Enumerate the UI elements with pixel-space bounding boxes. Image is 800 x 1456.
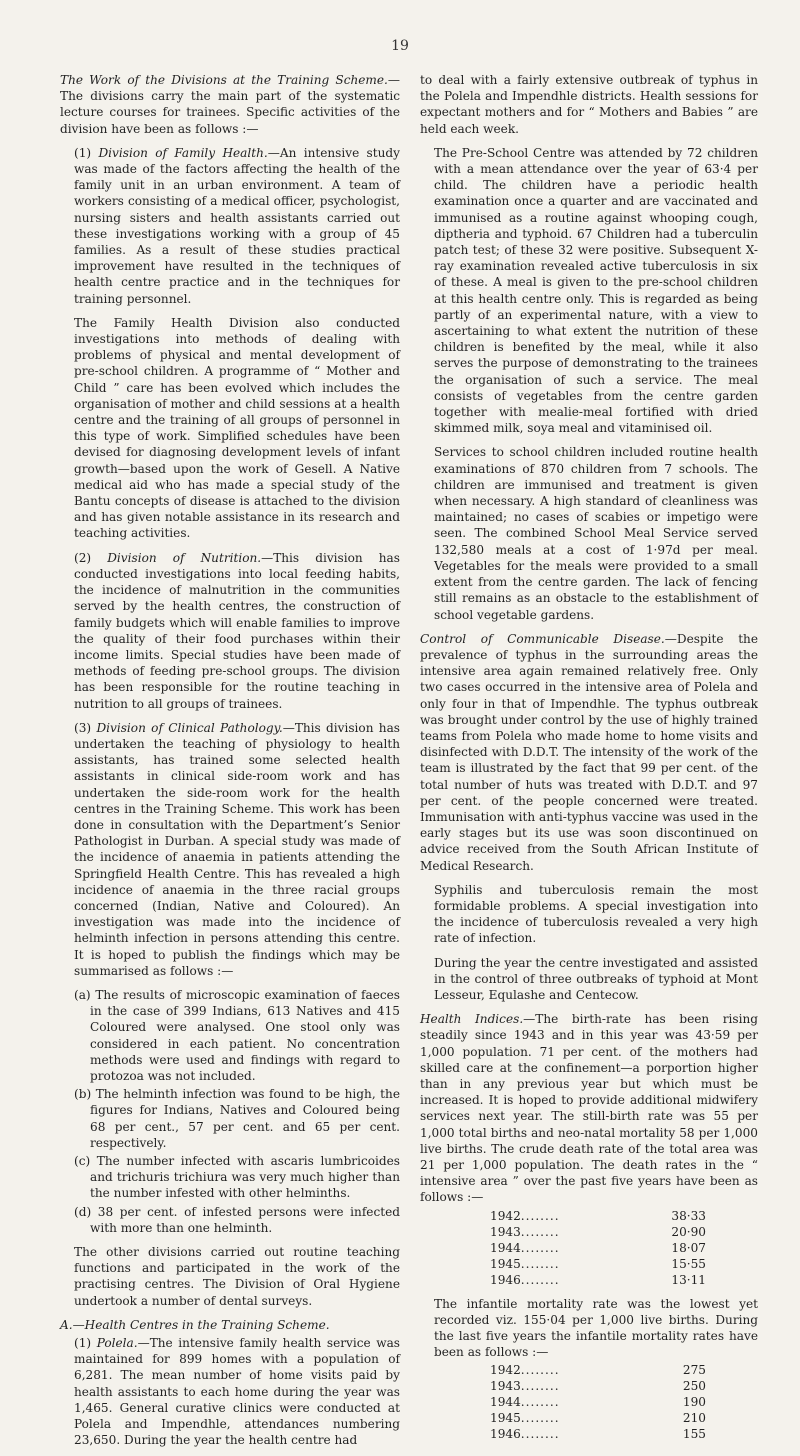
rate-value: 20·90 <box>671 1224 706 1239</box>
table-row: 1945........ 210 <box>490 1411 706 1426</box>
year: 1943 <box>490 1379 521 1394</box>
infantile-mortality-paragraph: The infantile mortality rate was the lowest yet recorded viz. 155·04 per 1,000 live births. During the last five years the infantile mortality rates have been as follows :— <box>434 1296 758 1360</box>
table-row: 1944........ 190 <box>490 1395 706 1410</box>
polela-body: —The intensive family health service was maintained for 899 homes with a population of 6,281. The mean number of home visits paid by health assistants to each home during the year was 1,465. General curative clinics were conducted at Polela and Impendhle, attendances numbering 23,650. During the year the health centre had <box>74 1336 400 1448</box>
year: 1945 <box>490 1411 521 1426</box>
communicable-disease-paragraph <box>420 631 758 874</box>
intro-paragraph <box>60 72 400 137</box>
rate-value: 190 <box>682 1395 706 1410</box>
year: 1944 <box>490 1240 521 1255</box>
item-number: (3) <box>74 720 92 735</box>
health-indices-body: —The birth-rate has been rising steadily since 1943 and in this year was 43·59 per 1,000 population. 71 per cent. of the mothers had skilled care at the confinement—a porportion higher than in any previous year but which must be increased. It is hoped to provide additional midwifery services next year. The still-birth rate was 55 per 1,000 total births and neo-natal mortality 58 per 1,000 live births. The crude death rate of the total area was 21 per 1,000 population. The death rates in the “ intensive area ” over the past five years have been as follows :— <box>420 1012 759 1205</box>
nutrition-paragraph <box>60 550 400 712</box>
rate-value: 155 <box>682 1427 706 1442</box>
year: 1942 <box>490 1363 521 1378</box>
finding-a: (a) The results of microscopic examination of faeces in the case of 399 Indians, 613 Natives and 415 Coloured were analysed. One stool only was considered in each patient. No concentration methods were used and findings with regard to protozoa was not included. <box>74 987 400 1083</box>
school-services-paragraph: Services to school children included routine health examinations of 870 children from 7 schools. The children are immunised and treatment is given when necessary. A high standard of cleanliness was maintained; no cases of scabies or impetigo were seen. The combined School Meal Service served 132,580 meals at a cost of 1·97d per meal. Vegetables for the meals were provided to a small extent from the centre garden. The lack of fencing still remains as an obstacle to the establishment of school vegetable gardens. <box>434 445 758 622</box>
nutrition-title: Division of Nutrition. <box>107 550 262 565</box>
rate-value: 275 <box>682 1363 706 1378</box>
health-indices-paragraph <box>420 1011 758 1205</box>
table-row: 1944........ 18·07 <box>490 1240 706 1255</box>
intro-title: The Work of the Divisions at the Training Scheme. <box>60 73 388 87</box>
table-row: 1942........ 38·33 <box>490 1208 706 1223</box>
year: 1943 <box>490 1224 521 1239</box>
clinical-pathology-paragraph <box>60 720 400 979</box>
infant-rates-table <box>490 1362 706 1442</box>
item-number: (1) <box>74 1336 92 1351</box>
rate-value: 15·55 <box>671 1256 706 1271</box>
nutrition-body: —This division has conducted investigations into local feeding habits, the incidence of malnutrition in the communities served by the health centres, the construction of family budgets which will enable families to improve the quality of their food purchases within their income limits. Special studies have been made of methods of feeding pre-school groups. The division has been responsible for the routine teaching in nutrition to all groups of trainees. <box>74 550 400 711</box>
rate-value: 13·11 <box>671 1272 706 1287</box>
year: 1946 <box>490 1272 521 1287</box>
rate-value: 38·33 <box>671 1208 706 1223</box>
clinical-pathology-body: —This division has undertaken the teaching of physiology to health assistants, has trained some selected health assistants in clinical side-room work and has undertaken the side-room work for the health centres in the Training Scheme. This work has been done in consultation with the Department’s Senior Pathologist in Durban. A special study was made of the incidence of anaemia in patients attending the Springfield Health Centre. This has revealed a high incidence of anaemia in the three racial groups concerned (Indian, Native and Coloured). An investigation was made into the incidence of helminth infection in persons attending this centre. It is hoped to publish the findings which may be summarised as follows :— <box>74 720 401 978</box>
right-column <box>420 72 758 1450</box>
intro-body: —The divisions carry the main part of the systematic lecture courses for trainees. Specific activities of the division have been as follows :— <box>60 73 400 136</box>
typhus-outbreak-paragraph: to deal with a fairly extensive outbreak of typhus in the Polela and Impendhle districts. Health sessions for expectant mothers and for “ Mothers and Babies ” are held each week. <box>420 73 758 136</box>
polela-paragraph <box>60 1335 400 1448</box>
health-indices-title: Health Indices. <box>420 1012 524 1027</box>
table-row: 1942........ 275 <box>490 1363 706 1378</box>
year: 1944 <box>490 1395 521 1410</box>
finding-b: (b) The helminth infection was found to be high, the figures for Indians, Natives and Coloured being 68 per cent., 57 per cent. and 65 per cent. respectively. <box>74 1087 400 1150</box>
section-a-title: A.—Health Centres in the Training Scheme. <box>60 1317 330 1332</box>
rate-value: 250 <box>682 1379 706 1394</box>
table-row: 1946........ 155 <box>490 1427 706 1442</box>
other-divisions-paragraph: The other divisions carried out routine teaching functions and participated in the work of the practising centres. The Division of Oral Hygiene undertook a number of dental surveys. <box>74 1245 400 1308</box>
table-row: 1946........ 13·11 <box>490 1272 706 1287</box>
rate-value: 210 <box>682 1411 706 1426</box>
table-row: 1943........ 20·90 <box>490 1224 706 1239</box>
rate-value: 18·07 <box>671 1240 706 1255</box>
item-number: (1) <box>74 145 92 160</box>
year: 1946 <box>490 1427 521 1442</box>
item-number: (2) <box>74 550 92 565</box>
family-health-paragraph-2: The Family Health Division also conducted investigations into methods of dealing with problems of physical and mental development of pre-school children. A programme of “ Mother and Child ” care has been evolved which includes the organisation of mother and child sessions at a health centre and the training of all groups of personnel in this type of work. Simplified schedules have been devised for diagnosing development levels of infant growth—based upon the work of Gesell. A Native medical aid who has made a special study of the Bantu concepts of disease is attached to the division and has given notable assistance in its research and teaching activities. <box>74 315 400 541</box>
page-number: 19 <box>391 38 409 54</box>
family-health-paragraph <box>60 145 400 307</box>
pre-school-paragraph: The Pre-School Centre was attended by 72 children with a mean attendance over the year of 63·4 per child. The children have a periodic health examination once a quarter and are vaccinated and immunised as a routine against whooping cough, diptheria and typhoid. 67 Children had a tuberculin patch test; of these 32 were positive. Subsequent X-ray examination revealed active tuberculosis in six of these. A meal is given to the pre-school children at this health centre only. This is regarded as being partly of an experimental nature, with a view to ascertaining to what extent the nutrition of these children is benefited by the meal, while it also serves the purpose of demonstrating to the trainees the organisation of such a service. The meal consists of vegetables from the centre garden together with mealie-meal fortified with dried skimmed milk, soya meal and vitaminised oil. <box>434 145 758 436</box>
year: 1942 <box>490 1208 521 1223</box>
death-rates-table <box>490 1208 706 1288</box>
family-health-body: —An intensive study was made of the factors affecting the health of the family unit in an urban environment. A team of workers consisting of a medical officer, psychologist, nursing sisters and health assistants carried out these investigations working with a group of 45 families. As a result of these studies practical improvement have resulted in the techniques of health centre practice and in the techniques for training personnel. <box>74 145 400 306</box>
polela-title: Polela. <box>96 1336 138 1351</box>
table-row: 1943........ 250 <box>490 1379 706 1394</box>
communicable-disease-title: Control of Communicable Disease. <box>420 631 665 646</box>
clinical-pathology-title: Division of Clinical Pathology. <box>96 720 283 735</box>
communicable-disease-body: —Despite the prevalence of typhus in the surrounding areas the intensive area again remained relatively free. Only two cases occurred in the intensive area of Polela and only four in that of Impendhle. The typhus outbreak was brought under control by the use of highly trained teams from Polela who made home to home visits and disinfected with D.D.T. The intensity of the work of the team is illustrated by the fact that 99 per cent. of the total number of huts was treated with D.D.T. and 97 per cent. of the people concerned were treated. Immunisation with anti-typhus vaccine was used in the early stages but its use was soon discontinued on advice received from the South African Institute of Medical Research. <box>420 631 758 873</box>
section-a-heading <box>60 1317 400 1333</box>
family-health-title: Division of Family Health. <box>98 145 268 160</box>
finding-d: (d) 38 per cent. of infested persons were infected with more than one helminth. <box>74 1204 400 1235</box>
left-column <box>60 72 400 1456</box>
syphilis-paragraph: Syphilis and tuberculosis remain the most formidable problems. A special investigation into the incidence of tuberculosis revealed a very high rate of infection. <box>434 882 758 946</box>
finding-c: (c) The number infected with ascaris lumbricoides and trichuris trichiura was very much higher than the number infested with other helminths. <box>74 1154 400 1201</box>
table-row: 1945........ 15·55 <box>490 1256 706 1271</box>
typhoid-paragraph: During the year the centre investigated and assisted in the control of three outbreaks of typhoid at Mont Lesseur, Equlashe and Centecow. <box>434 955 758 1002</box>
year: 1945 <box>490 1256 521 1271</box>
